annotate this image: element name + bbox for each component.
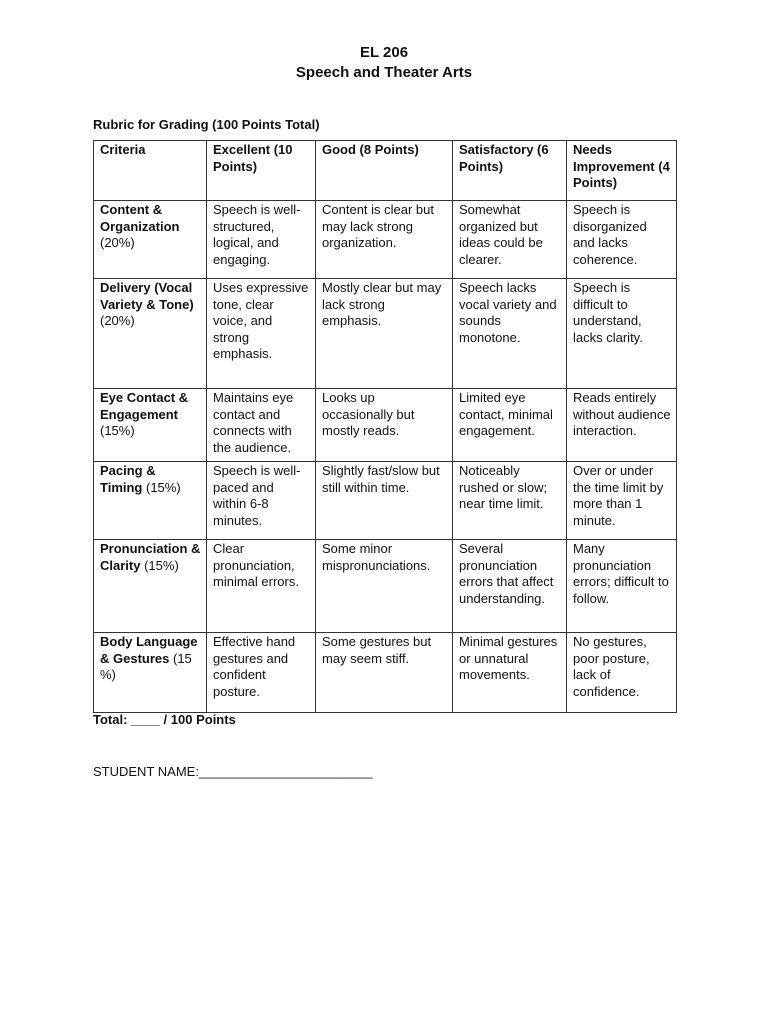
satisfactory-cell: Somewhat organized but ideas could be clearer.	[453, 201, 567, 279]
column-header-good: Good (8 Points)	[316, 141, 453, 201]
table-header-row	[94, 141, 677, 201]
column-header-satisfactory: Satisfactory (6 Points)	[453, 141, 567, 201]
document-header	[0, 43, 768, 83]
satisfactory-cell: Speech lacks vocal variety and sounds monotone.	[453, 279, 567, 389]
satisfactory-cell: Noticeably rushed or slow; near time limit.	[453, 462, 567, 540]
needs-improvement-cell: No gestures, poor posture, lack of confidence.	[567, 633, 677, 713]
good-cell: Content is clear but may lack strong organization.	[316, 201, 453, 279]
good-cell: Some minor mispronunciations.	[316, 540, 453, 633]
criteria-name: Pronunciation & Clarity	[100, 541, 201, 573]
needs-improvement-cell: Over or under the time limit by more than 1 minute.	[567, 462, 677, 540]
excellent-cell: Maintains eye contact and connects with the audience.	[207, 389, 316, 462]
good-cell: Some gestures but may seem stiff.	[316, 633, 453, 713]
total-score-line: Total: ____ / 100 Points	[93, 712, 236, 727]
column-header-criteria: Criteria	[94, 141, 207, 201]
criteria-cell	[94, 201, 207, 279]
excellent-cell: Speech is well-paced and within 6-8 minutes.	[207, 462, 316, 540]
criteria-name: Content & Organization	[100, 202, 180, 234]
excellent-cell: Speech is well-structured, logical, and engaging.	[207, 201, 316, 279]
criteria-cell	[94, 389, 207, 462]
criteria-weight: (15%)	[146, 479, 181, 495]
satisfactory-cell: Several pronunciation errors that affect understanding.	[453, 540, 567, 633]
good-cell: Mostly clear but may lack strong emphasis.	[316, 279, 453, 389]
rubric-subtitle: Rubric for Grading (100 Points Total)	[93, 117, 320, 132]
criteria-cell	[94, 540, 207, 633]
needs-improvement-cell: Many pronunciation errors; difficult to follow.	[567, 540, 677, 633]
rubric-table	[93, 140, 677, 713]
column-header-excellent: Excellent (10 Points)	[207, 141, 316, 201]
criteria-weight: (15%)	[144, 557, 179, 573]
satisfactory-cell: Limited eye contact, minimal engagement.	[453, 389, 567, 462]
table-row	[94, 633, 677, 713]
satisfactory-cell: Minimal gestures or unnatural movements.	[453, 633, 567, 713]
column-header-needs-improvement: Needs Improvement (4 Points)	[567, 141, 677, 201]
needs-improvement-cell: Speech is disorganized and lacks coherence.	[567, 201, 677, 279]
table-row	[94, 389, 677, 462]
criteria-name: Pacing & Timing	[100, 463, 156, 495]
excellent-cell: Clear pronunciation, minimal errors.	[207, 540, 316, 633]
criteria-weight: (15%)	[100, 423, 135, 438]
excellent-cell: Uses expressive tone, clear voice, and strong emphasis.	[207, 279, 316, 389]
course-title: Speech and Theater Arts	[295, 64, 473, 81]
criteria-cell	[94, 279, 207, 389]
table-row	[94, 540, 677, 633]
excellent-cell: Effective hand gestures and confident posture.	[207, 633, 316, 713]
needs-improvement-cell: Reads entirely without audience interaction.	[567, 389, 677, 462]
table-row	[94, 279, 677, 389]
good-cell: Looks up occasionally but mostly reads.	[316, 389, 453, 462]
needs-improvement-cell: Speech is difficult to understand, lacks clarity.	[567, 279, 677, 389]
criteria-cell	[94, 633, 207, 713]
criteria-name: Body Language & Gestures	[100, 634, 198, 666]
criteria-name: Eye Contact & Engagement	[100, 390, 189, 422]
criteria-weight: (20%)	[100, 235, 135, 250]
criteria-name: Delivery (Vocal Variety & Tone)	[100, 280, 194, 312]
table-row	[94, 462, 677, 540]
course-code: EL 206	[359, 44, 409, 61]
table-row	[94, 201, 677, 279]
student-name-field: STUDENT NAME:________________________	[93, 764, 373, 779]
criteria-weight: (15 %)	[100, 650, 192, 682]
criteria-cell	[94, 462, 207, 540]
good-cell: Slightly fast/slow but still within time.	[316, 462, 453, 540]
criteria-weight: (20%)	[100, 313, 135, 328]
